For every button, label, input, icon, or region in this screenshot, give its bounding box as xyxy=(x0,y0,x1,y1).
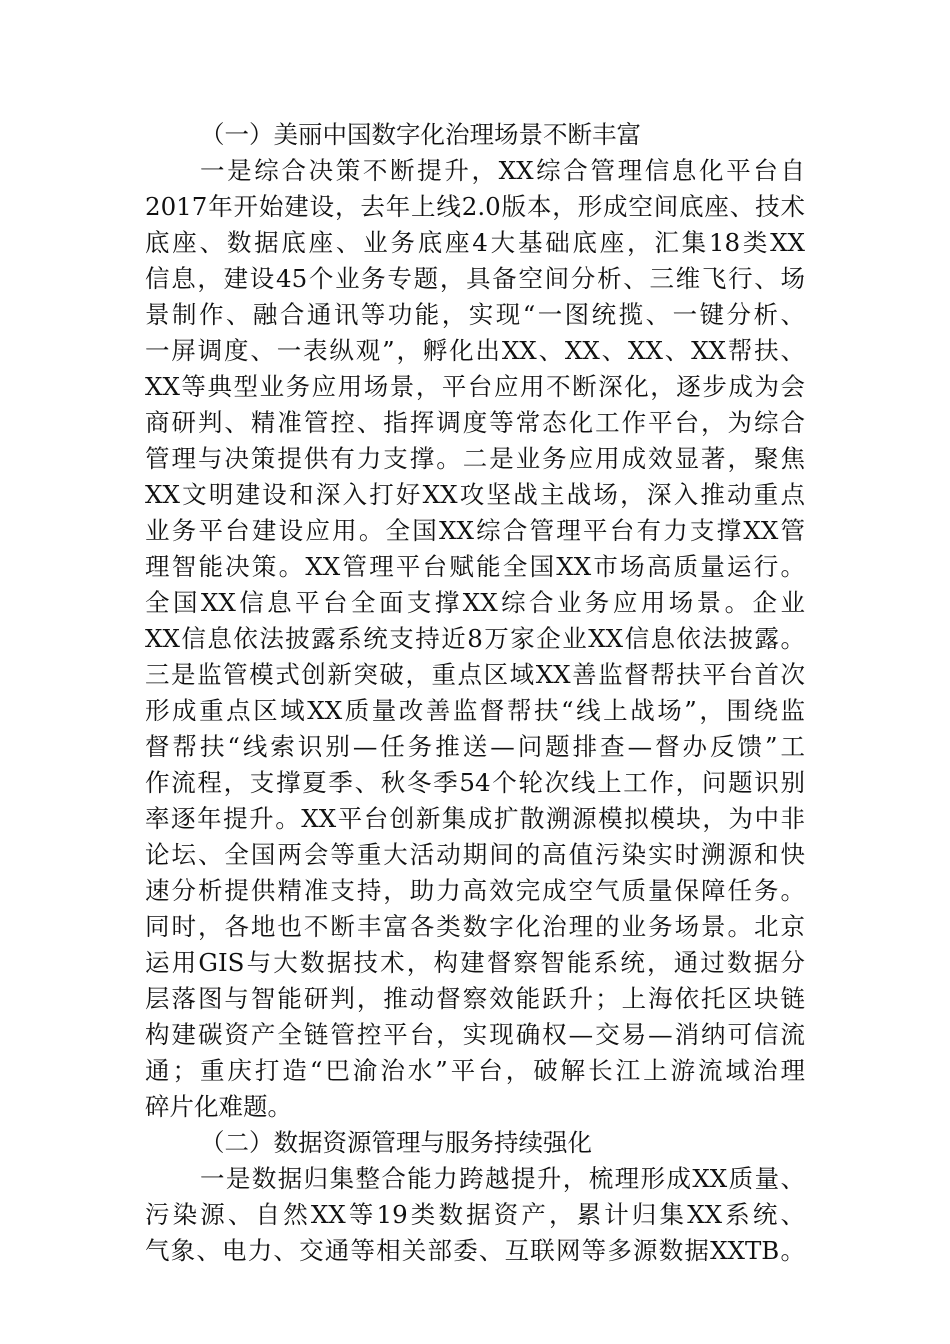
paragraph-line: 同时，各地也不断丰富各类数字化治理的业务场景。北京 xyxy=(145,912,805,941)
paragraph-line: 一是数据归集整合能力跨越提升，梳理形成XX质量、 xyxy=(200,1164,805,1193)
section-heading-2: （二）数据资源管理与服务持续强化 xyxy=(200,1128,592,1157)
paragraph-line: 三是监管模式创新突破，重点区域XX善监督帮扶平台首次 xyxy=(145,660,805,689)
paragraph-line: XX等典型业务应用场景，平台应用不断深化，逐步成为会 xyxy=(145,372,805,401)
paragraph-line: 业务平台建设应用。全国XX综合管理平台有力支撑XX管 xyxy=(145,516,805,545)
paragraph-line: 一是综合决策不断提升，XX综合管理信息化平台自 xyxy=(200,156,805,185)
paragraph-line: 形成重点区域XX质量改善监督帮扶“线上战场”，围绕监 xyxy=(145,696,805,725)
paragraph-line: XX信息依法披露系统支持近8万家企业XX信息依法披露。 xyxy=(145,624,805,653)
paragraph-line: 污染源、自然XX等19类数据资产，累计归集XX系统、 xyxy=(145,1200,805,1229)
paragraph-line: 层落图与智能研判，推动督察效能跃升；上海依托区块链 xyxy=(145,984,805,1013)
section-heading-1: （一）美丽中国数字化治理场景不断丰富 xyxy=(200,120,641,149)
paragraph-line: 作流程，支撑夏季、秋冬季54个轮次线上工作，问题识别 xyxy=(145,768,805,797)
paragraph-line: 管理与决策提供有力支撑。二是业务应用成效显著，聚焦 xyxy=(145,444,805,473)
paragraph-line: 构建碳资产全链管控平台，实现确权—交易—消纳可信流 xyxy=(145,1020,805,1049)
paragraph-line: 气象、电力、交通等相关部委、互联网等多源数据XXTB。 xyxy=(145,1236,805,1265)
paragraph-line: 论坛、全国两会等重大活动期间的高值污染实时溯源和快 xyxy=(145,840,805,869)
paragraph-line: 信息，建设45个业务专题，具备空间分析、三维飞行、场 xyxy=(145,264,805,293)
paragraph-line: 底座、数据底座、业务底座4大基础底座，汇集18类XX xyxy=(145,228,805,257)
paragraph-line-last: 碎片化难题。 xyxy=(145,1092,292,1121)
paragraph-line: XX文明建设和深入打好XX攻坚战主战场，深入推动重点 xyxy=(145,480,805,509)
paragraph-line: 速分析提供精准支持，助力高效完成空气质量保障任务。 xyxy=(145,876,805,905)
paragraph-line: 率逐年提升。XX平台创新集成扩散溯源模拟模块，为中非 xyxy=(145,804,805,833)
paragraph-line: 督帮扶“线索识别—任务推送—问题排查—督办反馈”工 xyxy=(145,732,805,761)
paragraph-line: 景制作、融合通讯等功能，实现“一图统揽、一键分析、 xyxy=(145,300,805,329)
paragraph-line: 商研判、精准管控、指挥调度等常态化工作平台，为综合 xyxy=(145,408,805,437)
paragraph-line: 通；重庆打造“巴渝治水”平台，破解长江上游流域治理 xyxy=(145,1056,805,1085)
paragraph-line: 2017年开始建设，去年上线2.0版本，形成空间底座、技术 xyxy=(145,192,805,221)
paragraph-line: 理智能决策。XX管理平台赋能全国XX市场高质量运行。 xyxy=(145,552,805,581)
paragraph-line: 全国XX信息平台全面支撑XX综合业务应用场景。企业 xyxy=(145,588,805,617)
paragraph-line: 一屏调度、一表纵观”，孵化出XX、XX、XX、XX帮扶、 xyxy=(145,336,805,365)
paragraph-line: 运用GIS与大数据技术，构建督察智能系统，通过数据分 xyxy=(145,948,805,977)
